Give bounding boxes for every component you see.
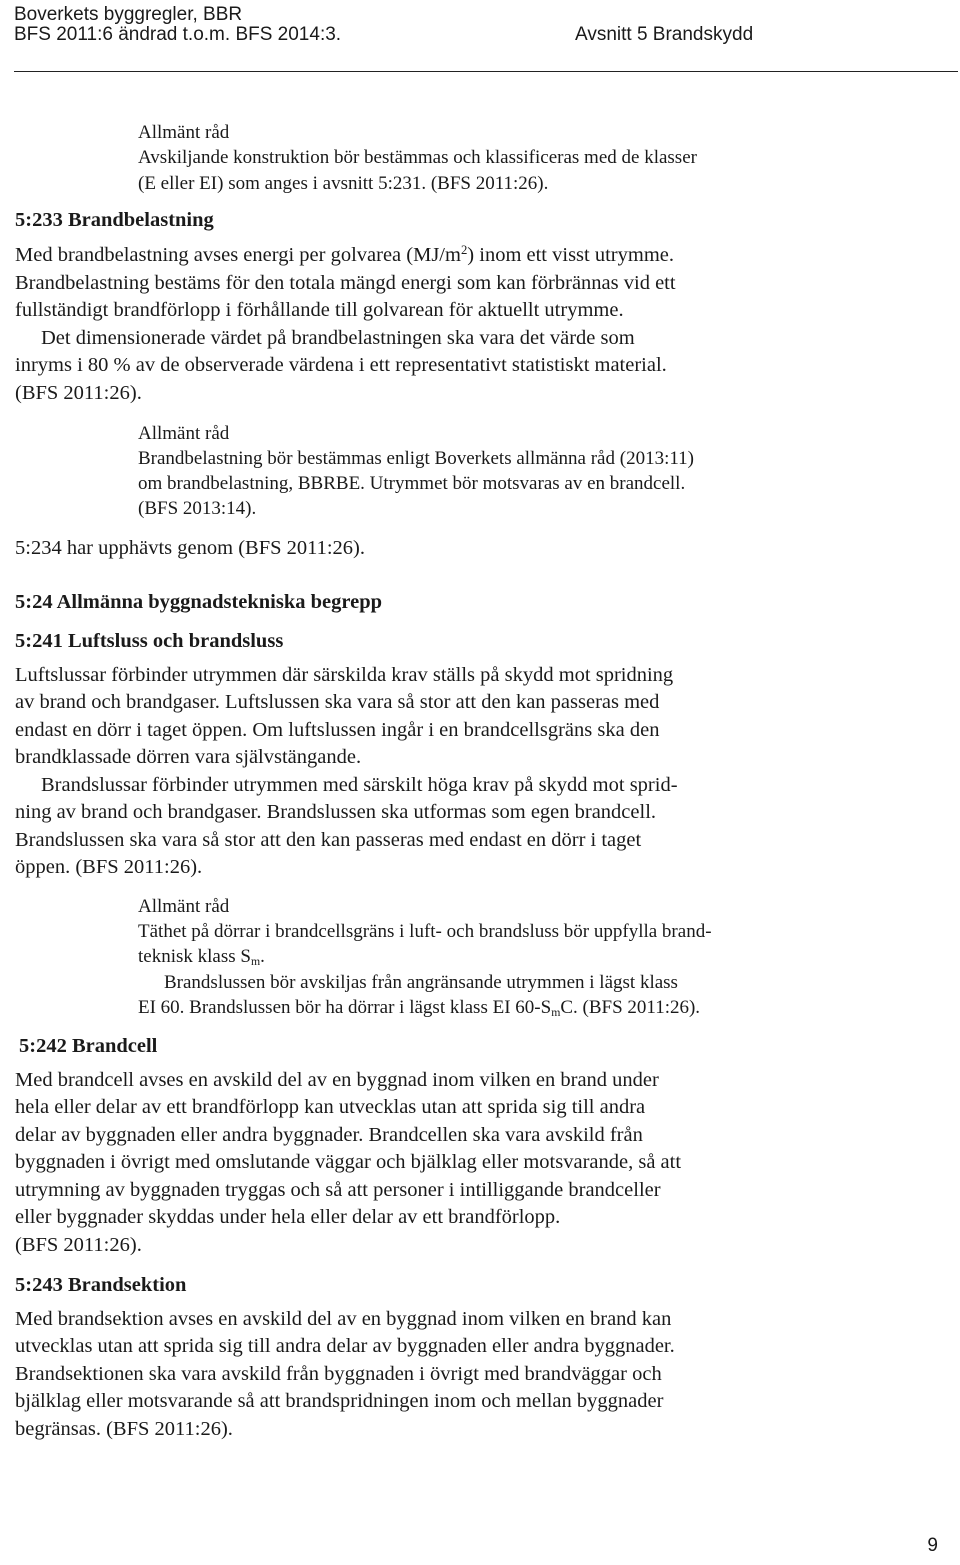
advice-line: (BFS 2013:14). xyxy=(138,498,257,519)
paragraph-line: brandklassade dörren vara självstängande. xyxy=(15,746,362,768)
advice-line: om brandbelastning, BBRBE. Utrymmet bör motsvaras av en brandcell. xyxy=(138,473,686,494)
section-heading-5233: 5:233 Brandbelastning xyxy=(15,209,214,231)
header-title: Boverkets byggregler, BBR xyxy=(14,4,243,25)
paragraph-line: Med brandcell avses en avskild del av en byggnad inom vilken en brand under xyxy=(15,1069,659,1091)
paragraph-line: begränsas. (BFS 2011:26). xyxy=(15,1418,233,1440)
header-section: Avsnitt 5 Brandskydd xyxy=(575,24,754,45)
paragraph-line: endast en dörr i taget öppen. Om luftslussen ingår i en brandcellsgräns ska den xyxy=(15,719,660,741)
paragraph-line: eller byggnader skyddas under hela eller delar av ett brandförlopp. xyxy=(15,1206,561,1228)
advice-line: teknisk klass $S_m$. xyxy=(138,946,265,968)
superscript: 2 xyxy=(460,243,468,258)
paragraph-line: Luftslussar förbinder utrymmen där särskilda krav ställs på skydd mot spridning xyxy=(15,664,674,686)
advice-line: Täthet på dörrar i brandcellsgräns i luft- och brandsluss bör uppfylla brand- xyxy=(138,921,712,942)
repealed-note-5234: 5:234 har upphävts genom (BFS 2011:26). xyxy=(15,537,366,559)
paragraph-line: av brand och brandgaser. Luftslussen ska vara så stor att den kan passeras med xyxy=(15,691,660,713)
section-heading-5242: 5:242 Brandcell xyxy=(19,1035,158,1057)
paragraph-line: Brandslussen ska vara så stor att den kan passeras med endast en dörr i taget xyxy=(15,829,642,851)
paragraph-line: Med brandbelastning avses energi per golvarea $(MJ/m^2)$ inom ett visst utrymme. xyxy=(15,243,674,266)
paragraph-line: Det dimensionerade värdet på brandbelastningen ska vara det värde som xyxy=(41,327,635,349)
paragraph-line: öppen. (BFS 2011:26). xyxy=(15,856,203,878)
page-number: 9 xyxy=(927,1535,938,1556)
advice-label: Allmänt råd xyxy=(138,423,230,444)
running-header xyxy=(14,0,958,74)
paragraph-line: ning av brand och brandgaser. Brandslussen ska utformas som egen brandcell. xyxy=(15,801,657,823)
paragraph-line: bjälklag eller motsvarande så att brandspridningen inom och mellan byggnader xyxy=(15,1390,664,1412)
paragraph-line: utvecklas utan att sprida sig till andra delar av byggnaden eller andra byggnader. xyxy=(15,1335,675,1357)
paragraph-line: Med brandsektion avses en avskild del av en byggnad inom vilken en brand kan xyxy=(15,1308,672,1330)
paragraph-line: inryms i 80 % av de observerade värdena i ett representativt statistiskt material. xyxy=(15,354,667,376)
paragraph-line: byggnaden i övrigt med omslutande väggar och bjälklag eller motsvarande, så att xyxy=(15,1151,682,1173)
paragraph-line: Brandslussar förbinder utrymmen med särskilt höga krav på skydd mot sprid- xyxy=(41,774,678,796)
advice-line: (E eller EI) som anges i avsnitt 5:231. (BFS 2011:26). xyxy=(138,173,549,194)
paragraph-line: (BFS 2011:26). xyxy=(15,382,142,404)
paragraph-line: utrymning av byggnaden tryggas och så att personer i intilliggande brandceller xyxy=(15,1179,661,1201)
section-heading-5243: 5:243 Brandsektion xyxy=(15,1274,187,1296)
advice-label: Allmänt råd xyxy=(138,122,230,143)
advice-line: Avskiljande konstruktion bör bestämmas och klassificeras med de klasser xyxy=(138,147,697,168)
paragraph-line: delar av byggnaden eller andra byggnader. Brandcellen ska vara avskild från xyxy=(15,1124,643,1146)
header-rule xyxy=(14,71,958,72)
paragraph-line: Brandbelastning bestäms för den totala mängd energi som kan förbrännas vid ett xyxy=(15,272,676,294)
subscript: m xyxy=(551,1005,561,1019)
header-bfs-reference: BFS 2011:6 ändrad t.o.m. BFS 2014:3. xyxy=(14,24,342,45)
paragraph-line: fullständigt brandförlopp i förhållande till golvarean för aktuellt utrymme. xyxy=(15,299,624,321)
advice-line: Brandbelastning bör bestämmas enligt Boverkets allmänna råd (2013:11) xyxy=(138,448,694,469)
section-heading-524: 5:24 Allmänna byggnadstekniska begrepp xyxy=(15,591,383,613)
paragraph-line: hela eller delar av ett brandförlopp kan utvecklas utan att sprida sig till andra xyxy=(15,1096,646,1118)
section-heading-5241: 5:241 Luftsluss och brandsluss xyxy=(15,630,284,652)
subscript: m xyxy=(250,954,261,968)
paragraph-line: Brandsektionen ska vara avskild från byggnaden i övrigt med brandväggar och xyxy=(15,1363,662,1385)
advice-line: Brandslussen bör avskiljas från angränsande utrymmen i lägst klass xyxy=(164,972,678,993)
advice-line: EI 60. Brandslussen bör ha dörrar i lägst klass EI $60-S_mC$. (BFS 2011:26). xyxy=(138,997,701,1019)
paragraph-line: (BFS 2011:26). xyxy=(15,1234,142,1256)
advice-label: Allmänt råd xyxy=(138,896,230,917)
